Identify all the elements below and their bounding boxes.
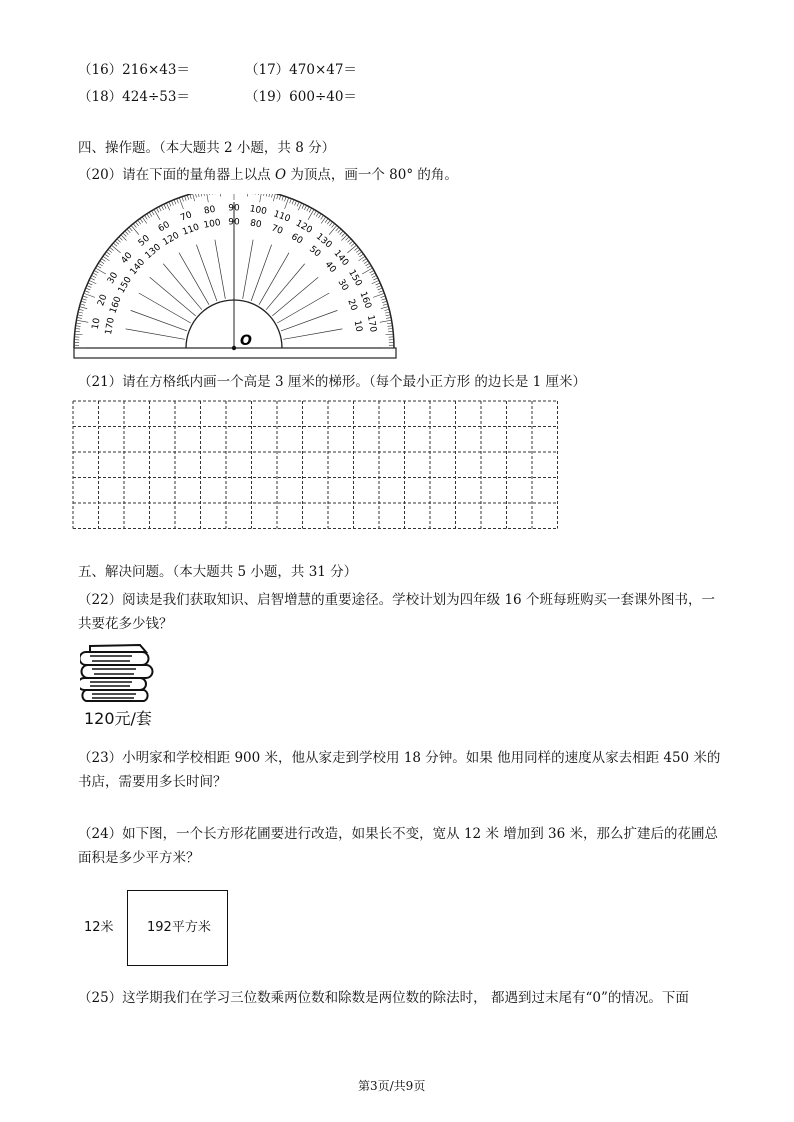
protractor-tick: [209, 194, 210, 195]
protractor-tick: [91, 275, 95, 277]
protractor-tick: [159, 207, 161, 211]
protractor: [60, 194, 405, 366]
protractor-tick: [354, 247, 358, 250]
protractor-tick: [329, 225, 337, 234]
protractor-tick: [77, 317, 82, 318]
protractor-radial-line: [126, 329, 185, 339]
page-footer: 第3页/共9页: [358, 1079, 426, 1093]
section-4-title: 四、操作题。（本大题共 2 小题，共 8 分）: [78, 140, 336, 156]
point-o-label: O: [274, 167, 287, 183]
protractor-radial-line: [150, 277, 196, 316]
protractor-tick: [212, 194, 213, 195]
books-icon: [80, 644, 156, 702]
protractor-tick: [318, 214, 321, 218]
protractor-radial-line: [196, 245, 217, 301]
protractor-inner-label: 160: [108, 295, 124, 315]
protractor-inner-label: 90: [228, 217, 240, 228]
protractor-tick: [149, 212, 152, 216]
protractor-tick: [75, 334, 83, 335]
protractor-tick: [80, 304, 85, 305]
protractor-tick: [363, 259, 367, 262]
protractor-tick: [378, 288, 383, 290]
protractor-inner-label: 70: [269, 223, 285, 237]
protractor-inner-label: 170: [103, 316, 117, 336]
protractor-tick: [284, 197, 286, 202]
protractor-tick: [152, 211, 155, 215]
protractor-tick: [325, 219, 328, 223]
protractor-radial-line: [215, 240, 225, 299]
protractor-tick: [277, 194, 278, 199]
protractor-tick: [364, 261, 368, 264]
protractor-tick: [373, 278, 377, 280]
protractor-tick: [156, 208, 158, 212]
protractor-inner-label: 30: [335, 277, 350, 293]
protractor-inner-label: 100: [202, 217, 222, 231]
protractor-radial-line: [266, 264, 305, 310]
protractor-outer-label: 40: [119, 250, 135, 266]
protractor-tick: [113, 243, 117, 246]
protractor-inner-label: 140: [128, 257, 148, 278]
protractor-tick: [161, 205, 163, 209]
protractor-inner-label: 50: [307, 244, 323, 260]
protractor-tick: [171, 201, 173, 206]
protractor-outer-label: 60: [156, 219, 172, 235]
protractor-tick: [307, 207, 309, 211]
protractor-tick: [338, 229, 341, 233]
question-25: （25）这学期我们在学习三位数乘两位数和除数是两位数的除法时， 都遇到过末尾有“0”的情况。下面: [78, 990, 689, 1006]
protractor-inner-label: 80: [249, 218, 263, 231]
protractor-tick: [98, 263, 102, 266]
protractor-radial-line: [131, 310, 187, 331]
protractor-tick: [174, 200, 176, 205]
protractor-tick: [166, 203, 169, 210]
width-label: 12米: [84, 920, 114, 935]
protractor-inner-label: 60: [289, 232, 305, 247]
protractor-tick: [329, 222, 332, 226]
protractor-tick: [125, 231, 128, 235]
protractor-tick: [388, 329, 393, 330]
price-label: 120元/套: [84, 709, 152, 728]
protractor-tick: [97, 266, 101, 269]
section-5-title: 五、解决问题。（本大题共 5 小题，共 31 分）: [78, 564, 358, 580]
protractor-tick: [79, 307, 87, 309]
protractor-tick: [269, 194, 270, 197]
protractor-tick: [177, 199, 179, 204]
protractor-tick: [359, 254, 363, 257]
protractor-tick: [367, 266, 371, 269]
protractor-inner-label: 150: [116, 275, 134, 296]
protractor-tick: [82, 299, 87, 301]
protractor-tick: [314, 211, 317, 215]
protractor-tick: [383, 304, 388, 305]
protractor-tick: [382, 301, 387, 302]
protractor-radial-line: [251, 245, 272, 301]
protractor-tick: [386, 317, 391, 318]
protractor-tick: [381, 296, 386, 298]
protractor-tick: [93, 273, 97, 275]
protractor-tick: [260, 194, 262, 202]
protractor-tick: [332, 224, 335, 228]
protractor-tick: [271, 194, 272, 198]
question-21: （21）请在方格纸内画一个高是 3 厘米的梯形。（每个最小正方形 的边长是 1 厘米）: [78, 374, 587, 390]
protractor-tick: [362, 268, 372, 274]
protractor-outer-label: 110: [271, 209, 292, 225]
protractor-tick: [308, 209, 314, 219]
protractor-tick: [198, 194, 199, 197]
protractor-outer-label: 20: [96, 293, 110, 308]
protractor-outer-label: 50: [136, 233, 152, 249]
protractor-tick: [140, 219, 143, 223]
protractor-tick: [77, 315, 82, 316]
protractor-tick: [169, 202, 171, 207]
protractor-outer-label: 30: [105, 270, 121, 286]
protractor-radial-line: [243, 240, 253, 299]
protractor-tick: [88, 283, 93, 285]
protractor-radial-line: [259, 253, 289, 305]
protractor-tick: [131, 225, 139, 234]
question-16: （16）216×43＝: [78, 62, 190, 78]
protractor-outer-label: 100: [248, 204, 268, 218]
protractor-tick: [388, 331, 393, 332]
protractor-outer-label: 90: [228, 203, 240, 214]
protractor-tick: [266, 194, 267, 196]
protractor-tick: [111, 245, 120, 253]
protractor-tick: [316, 212, 319, 216]
protractor-tick: [76, 323, 81, 324]
protractor-tick: [75, 329, 80, 330]
protractor-tick: [347, 239, 351, 242]
protractor-outer-label: 160: [357, 290, 373, 311]
protractor-tick: [342, 233, 345, 237]
protractor-tick: [105, 254, 109, 257]
protractor-tick: [273, 194, 275, 201]
protractor-tick: [372, 280, 379, 283]
protractor-tick: [356, 249, 360, 252]
question-18: （18）424÷53＝: [78, 89, 190, 105]
protractor-inner-label: 130: [143, 242, 164, 262]
protractor-tick: [123, 233, 126, 237]
question-19: （19）600÷40＝: [245, 89, 357, 105]
protractor-tick: [190, 194, 191, 199]
protractor-tick: [351, 243, 355, 246]
protractor-tick: [381, 307, 389, 309]
protractor-inner-label: 20: [345, 297, 359, 313]
protractor-radial-line: [139, 293, 191, 323]
protractor-tick: [76, 320, 88, 322]
protractor-tick: [100, 261, 104, 264]
protractor-tick: [135, 222, 138, 226]
protractor-tick: [110, 247, 114, 250]
question-20-suffix: 为顶点，画一个 80° 的角。: [286, 167, 458, 183]
square-grid-paper: [72, 400, 562, 532]
vertex-point: [232, 346, 236, 350]
protractor-tick: [119, 237, 123, 240]
protractor-tick: [95, 268, 105, 274]
protractor-tick: [349, 241, 353, 244]
protractor-tick: [138, 220, 141, 224]
protractor-outer-label: 80: [203, 204, 217, 217]
protractor-radial-line: [179, 253, 209, 305]
protractor-tick: [370, 270, 374, 272]
protractor-outer-label: 10: [90, 317, 103, 331]
protractor-tick: [376, 283, 381, 285]
protractor-tick: [387, 326, 392, 327]
question-24: （24）如下图，一个长方形花圃要进行改造，如果长不变，宽从 12 米 增加到 36 米，那么扩建后的花圃总面积是多少平方米？: [78, 826, 718, 866]
protractor-tick: [292, 200, 294, 205]
protractor-radial-line: [277, 293, 329, 323]
protractor-tick: [345, 237, 349, 240]
protractor-tick: [78, 312, 83, 313]
protractor-tick: [145, 215, 148, 219]
protractor-tick: [256, 194, 257, 195]
protractor-tick: [387, 323, 392, 324]
protractor-inner-label: 110: [181, 222, 201, 238]
protractor-tick: [379, 291, 384, 293]
protractor-inner-label: 10: [351, 319, 364, 333]
protractor-tick: [101, 259, 105, 262]
protractor-tick: [75, 331, 80, 332]
protractor-tick: [380, 320, 392, 322]
protractor-radial-line: [272, 277, 318, 316]
protractor-tick: [127, 229, 130, 233]
protractor-radial-line: [163, 264, 202, 310]
protractor-tick: [129, 227, 132, 231]
vertex-label: O: [240, 333, 252, 349]
protractor-tick: [381, 299, 386, 301]
protractor-tick: [90, 278, 94, 280]
protractor-tick: [187, 195, 188, 200]
protractor-tick: [83, 296, 88, 298]
protractor-outer-label: 170: [364, 314, 378, 334]
protractor-tick: [336, 227, 339, 231]
protractor-tick: [264, 194, 265, 196]
protractor-tick: [365, 263, 369, 266]
protractor-inner-label: 120: [161, 230, 182, 248]
protractor-tick: [279, 195, 280, 200]
protractor-tick: [385, 312, 390, 313]
protractor-outer-label: 150: [346, 268, 364, 289]
protractor-tick: [147, 214, 150, 218]
protractor-tick: [371, 273, 375, 275]
protractor-tick: [385, 334, 393, 335]
protractor-tick: [297, 202, 299, 207]
protractor-tick: [282, 196, 284, 201]
protractor-tick: [154, 209, 160, 219]
protractor-tick: [115, 241, 119, 244]
protractor-radial-line: [283, 329, 342, 339]
protractor-tick: [164, 204, 166, 208]
protractor-tick: [117, 239, 121, 242]
protractor-tick: [79, 309, 84, 310]
protractor-outer-label: 70: [179, 210, 194, 224]
protractor-tick: [87, 285, 92, 287]
protractor-tick: [206, 194, 208, 202]
protractor-tick: [94, 270, 98, 272]
question-23: （23）小明家和学校相距 900 米，他从家走到学校用 18 分钟。如果 他用同样的速度从家去相距 450 米的书店，需要用多长时间？: [78, 750, 721, 790]
protractor-outer-label: 120: [293, 218, 314, 236]
protractor-tick: [133, 224, 136, 228]
area-label: 192平方米: [147, 920, 211, 935]
protractor-tick: [384, 309, 389, 310]
protractor-tick: [247, 194, 248, 197]
protractor-tick: [182, 197, 184, 202]
protractor-tick: [290, 199, 292, 204]
protractor-outer-label: 130: [313, 231, 334, 251]
question-20: [78, 169, 458, 183]
protractor-tick: [340, 231, 343, 235]
protractor-tick: [386, 315, 391, 316]
protractor-tick: [201, 194, 202, 196]
protractor-outer-label: 140: [331, 248, 351, 269]
protractor-tick: [304, 205, 306, 209]
protractor-tick: [195, 194, 196, 198]
protractor-tick: [298, 203, 301, 210]
protractor-tick: [193, 194, 195, 201]
protractor-tick: [258, 194, 259, 195]
protractor-tick: [108, 249, 112, 252]
protractor-tick: [106, 252, 110, 255]
question-22: （22）阅读是我们获取知识、启智增慧的重要途径。学校计划为四年级 16 个班每班购买一套课外图书，一共要花多少钱？: [78, 592, 715, 632]
protractor-tick: [347, 245, 356, 253]
protractor-tick: [185, 196, 187, 201]
protractor-radial-line: [281, 310, 337, 331]
protractor-tick: [321, 215, 324, 219]
protractor-tick: [76, 326, 81, 327]
protractor-tick: [377, 285, 382, 287]
protractor-tick: [372, 275, 376, 277]
protractor-tick: [309, 208, 311, 212]
question-20-prefix: （20）请在下面的量角器上以点: [78, 167, 275, 183]
protractor-tick: [86, 288, 91, 290]
protractor-inner-label: 40: [322, 259, 338, 275]
protractor-tick: [327, 220, 330, 224]
protractor-tick: [220, 194, 221, 197]
protractor-tick: [358, 252, 362, 255]
protractor-tick: [81, 301, 86, 302]
protractor-tick: [295, 201, 297, 206]
protractor-tick: [302, 204, 304, 208]
protractor-tick: [203, 194, 204, 196]
question-17: （17）470×47＝: [245, 62, 357, 78]
protractor-tick: [89, 280, 96, 283]
protractor-tick: [85, 291, 90, 293]
